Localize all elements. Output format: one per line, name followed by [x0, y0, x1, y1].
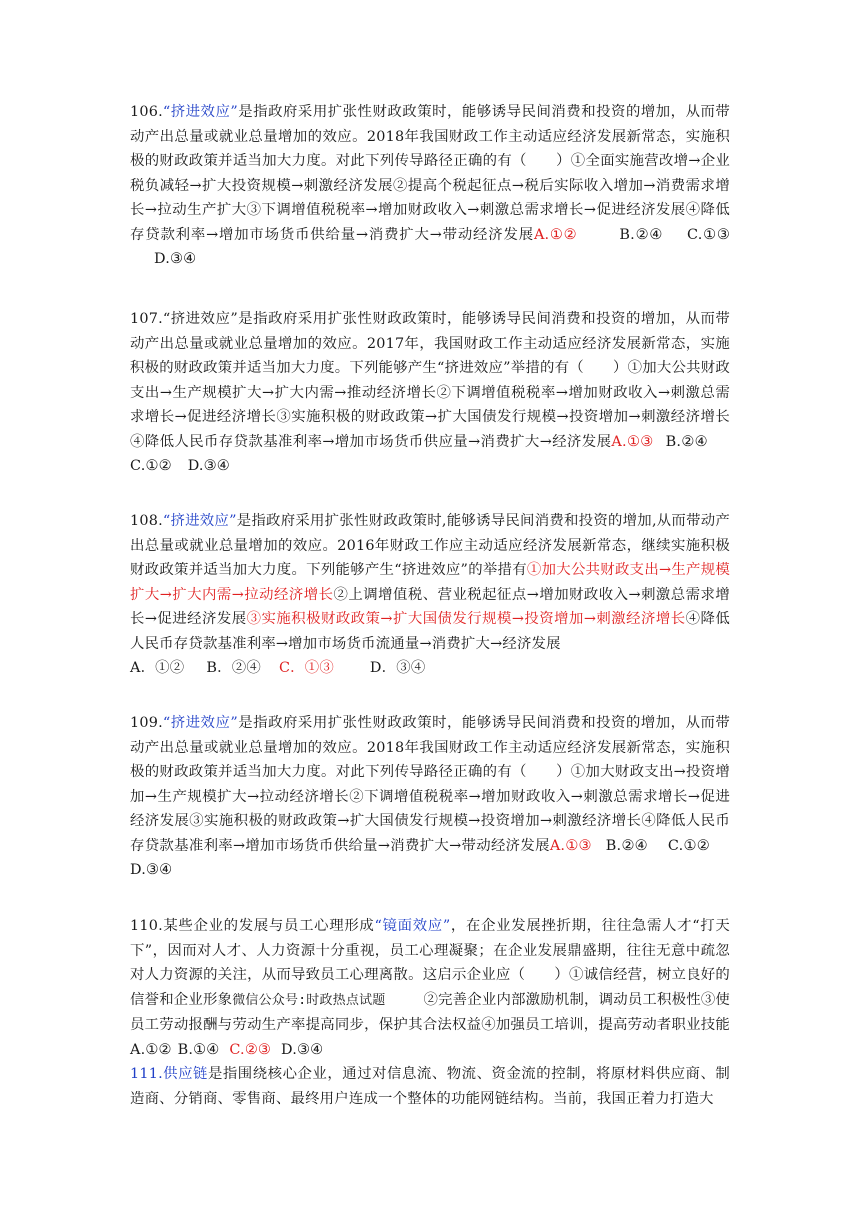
keyword-highlight: “挤进效应” — [162, 715, 238, 731]
question-108-text: 108.“挤进效应”是指政府采用扩张性财政政策时,能够诱导民间消费和投资的增加,从而带动产出总量或就业总量增加的效应。2016年财政工作应主动适应经济发展新常态，继续实施积极财政政策并适当加大力度。下列能够产生“挤进效应”的举措有①加大公共财政支出→生产规模扩大→扩大内需→拉动经济增长②上调增值税、营业税起征点→增加财政收入→刺激总需求增长→促进经济发展③实施积极财政政策→扩大国债发行规模→投资增加→刺激经济增长④降低人民币存贷款基准利率→增加市场货币流通量→消费扩大→经济发展 — [130, 513, 730, 652]
question-110 — [130, 914, 730, 1111]
question-107-text: 107.“挤进效应”是指政府采用扩张性财政政策时，能够诱导民间消费和投资的增加，从而带动产出总量或就业总量增加的效应。2017年，我国财政工作主动适应经济发展新常态，实施积极的财政政策并适当加大力度。下列能够产生“挤进效应”举措的有（ ）①加大公共财政支出→生产规模扩大→扩大内需→推动经济增长②下调增值税税率→增加财政收入→刺激总需求增长→促进经济增长③实施积极的财政政策→扩大国债发行规模→投资增加→刺激经济增长④降低人民币存贷款基准利率→增加市场货币供应量→消费扩大→经济发展A.①③ B.②④C.①② D.③④ — [130, 311, 730, 474]
keyword-highlight: “镜面效应” — [374, 918, 451, 934]
question-109 — [130, 711, 730, 883]
question-111-text: 111.供应链是指围绕核心企业，通过对信息流、物流、资金流的控制，将原材料供应商、制造商、分销商、零售商、最终用户连成一个整体的功能网链结构。当前，我国正着力打造大 — [130, 1066, 730, 1107]
answer-option-correct: A.①② — [533, 226, 578, 243]
answer-option-correct: C.②③ — [229, 1041, 272, 1058]
question-109-text: 109.“挤进效应”是指政府采用扩张性财政政策时，能够诱导民间消费和投资的增加，从而带动产出总量或就业总量增加的效应。2018年我国财政工作主动适应经济发展新常态，实施积极的财政政策并适当加大力度。对此下列传导路径正确的有（ ）①加大财政支出→投资增加→生产规模扩大→拉动经济增长②下调增值税税率→增加财政收入→刺激总需求增长→促进经济发展③实施积极的财政政策→扩大国债发行规模→投资增加→刺激经济增长④降低人民币存贷款基准利率→增加市场货币供给量→消费扩大→带动经济发展A.①③ B.②④ C.①②D.③④ — [130, 715, 731, 878]
answer-option-correct: A.①③ — [611, 433, 654, 450]
keyword-highlight: 111.供应链 — [130, 1066, 208, 1082]
question-106-text: 106.“挤进效应”是指政府采用扩张性财政政策时，能够诱导民间消费和投资的增加，从而带动产出总量或就业总量增加的效应。2018年我国财政工作主动适应经济发展新常态，实施积极的财政政策并适当加大力度。对此下列传导路径正确的有（ ）①全面实施营改增→企业税负减轻→扩大投资规模→刺激经济发展②提高个税起征点→税后实际收入增加→消费需求增长→拉动生产扩大③下调增值税税率→增加财政收入→刺激总需求增长→促进经济发展④降低存贷款利率→增加市场货币供给量→消费扩大→带动经济发展A.①② B.②④ C.①③D.③④ — [130, 104, 731, 267]
keyword-highlight: “挤进效应” — [162, 104, 238, 120]
question-107 — [130, 307, 730, 479]
answer-option-correct: A.①③ — [549, 837, 592, 854]
answer-option-correct: C．①③ — [278, 660, 334, 676]
question-106 — [130, 100, 730, 272]
keyword-highlight: “挤进效应” — [162, 513, 237, 529]
question-108 — [130, 509, 730, 681]
question-108-options: A．①② B．②④ C．①③ D．③④ — [130, 660, 426, 676]
question-110-text: 110.某些企业的发展与员工心理形成“镜面效应”，在企业发展挫折期，往往急需人才“打天下”，因而对人才、人力资源十分重视，员工心理凝聚；在企业发展鼎盛期，往往无意中疏忽对人力资源的关注，从而导致员工心理离散。这启示企业应（ ）①诚信经营，树立良好的信誉和企业形象微信公众号:时政热点试题 ②完善企业内部激励机制，调动员工积极性③使员工劳动报酬与劳动生产率提高同步，保护其合法权益④加强员工培训，提高劳动者职业技能A.①② B.①④ C.②③ D.③④ — [130, 918, 731, 1058]
watermark-text: 微信公众号:时政热点试题 — [232, 992, 386, 1008]
